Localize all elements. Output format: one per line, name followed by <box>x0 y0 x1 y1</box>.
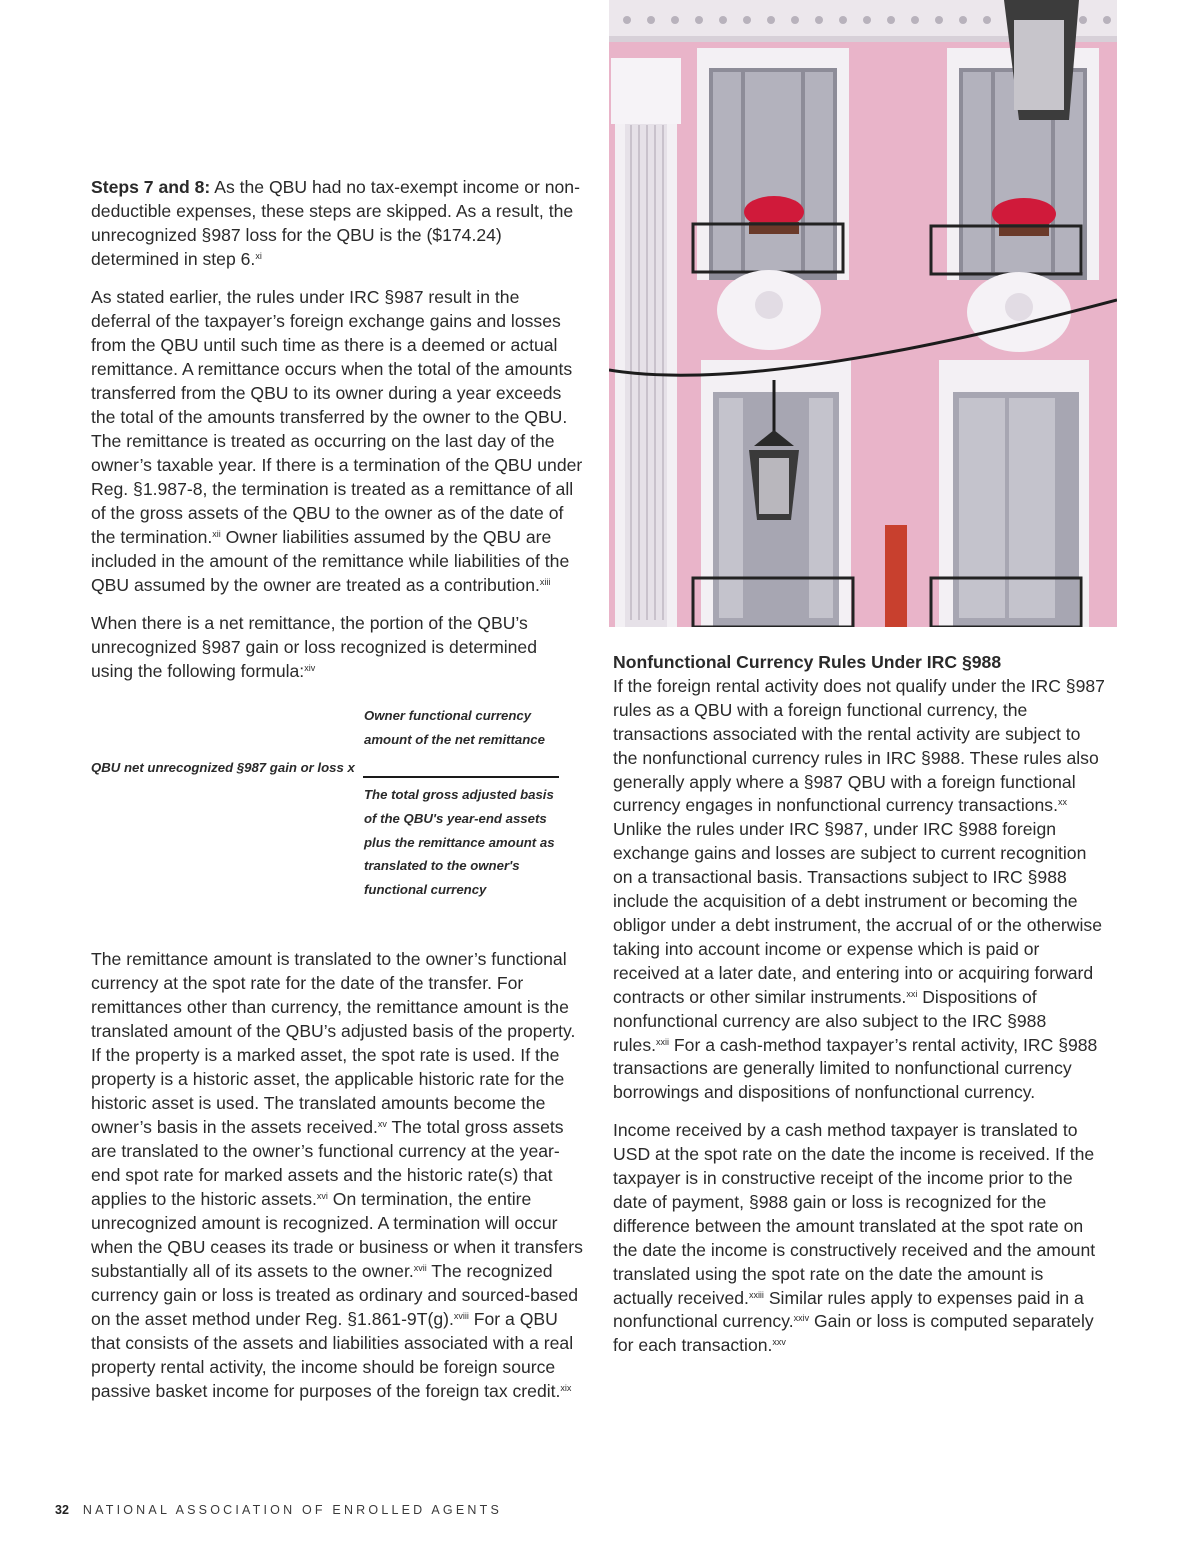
paragraph-988-rules: If the foreign rental activity does not qualify under the IRC §987 rules as a QBU with a foreign functional currency, the transactions associated with the rental activity are subject to the nonfunctional currency rules in IRC §988. These rules also generally apply where a §987 QBU with a foreign functional currency engages in nonfunctional currency transactions.$^{xx}$ Unlike the rules under IRC §987, under IRC §988 foreign exchange gains and losses are subject to current recognition on a transactional basis. Transactions subject to IRC §988 include the acquisition of a debt instrument or becoming the obligor under a debt instrument, the accrual of or the otherwise taking into account income or expense which is paid or received at a later date, and entering into or acquiring forward contracts or other similar instruments.$^{xxi}$ Dispositions of nonfunctional currency are also subject to the IRC §988 rules.$^{xxii}$ For a cash-method taxpayer’s rental activity, IRC §988 transactions are generally limited to nonfunctional currency borrowings and dispositions of nonfunctional currency. <box>613 675 1105 1103</box>
footnote-ref[interactable]: xii <box>212 529 221 539</box>
footnote-ref[interactable]: xxii <box>656 1036 670 1047</box>
facade-illustration <box>609 0 1117 627</box>
formula-denominator: The total gross adjusted basis of the QBU's year-end assets plus the remittance amount as translated to the owner's functional currency <box>364 787 555 898</box>
paragraph-net-remittance: When there is a net remittance, the portion of the QBU’s unrecognized §987 gain or loss recognized is determined using the following formula:$^{xiv}$ <box>91 613 537 681</box>
footnote-ref[interactable]: xxiv <box>793 1313 810 1324</box>
footnote-ref[interactable]: xi <box>255 251 262 261</box>
recognition-formula <box>87 697 583 919</box>
footnote-ref[interactable]: xix <box>560 1383 572 1393</box>
paragraph-steps: Steps 7 and 8: As the QBU had no tax-exempt income or non-deductible expenses, these steps are skipped. As a result, the unrecognized §987 loss for the QBU is the ($174.24) determined in step 6.$^{xi}$ <box>91 177 580 269</box>
page-number: 32 <box>55 1503 69 1517</box>
right-column <box>613 651 1105 1372</box>
page-footer <box>55 1503 502 1517</box>
footnote-ref[interactable]: xxv <box>772 1337 786 1348</box>
footnote-ref[interactable]: xvi <box>316 1191 328 1201</box>
left-column <box>91 175 583 1417</box>
steps-heading: Steps 7 and 8: <box>91 177 211 197</box>
fraction-bar <box>363 776 559 778</box>
paragraph-cash-method: Income received by a cash method taxpayer is translated to USD at the spot rate on the date the income is received. If the taxpayer is in constructive receipt of the income prior to the date of payment, §988 gain or loss is recognized for the difference between the amount translated at the spot rate on the date the income is constructively received and the amount translated using the spot rate on the date the amount is actually received.$^{xxiii}$ Similar rules apply to expenses paid in a nonfunctional currency.$^{xxiv}$ Gain or loss is computed separately for each transaction.$^{xxv}$ <box>613 1120 1096 1356</box>
building-facade-photo <box>609 0 1117 627</box>
formula-left-term: QBU net unrecognized §987 gain or loss x <box>91 760 355 775</box>
footnote-ref[interactable]: xvii <box>413 1263 427 1273</box>
paragraph-remittance: As stated earlier, the rules under IRC §987 result in the deferral of the taxpayer’s foreign exchange gains and losses from the QBU until such time as there is a deemed or actual remittance. A remittance occurs when the total of the amounts transferred from the QBU to its owner during a year exceeds the total of the amounts transferred by the owner to the QBU. The remittance is treated as occurring on the last day of the owner’s taxable year. If there is a termination of the QBU under Reg. §1.987-8, the termination is treated as a remittance of all of the gross assets of the QBU to the owner as of the date of the termination.$^{xii}$ Owner liabilities assumed by the QBU are included in the amount of the remittance while liabilities of the QBU assumed by the owner are treated as a contribution.$^{xiii}$ <box>91 287 583 595</box>
footnote-ref[interactable]: xiii <box>539 577 551 587</box>
footnote-ref[interactable]: xxi <box>906 988 918 999</box>
footnote-ref[interactable]: xxiii <box>748 1289 764 1300</box>
section-heading: Nonfunctional Currency Rules Under IRC §988 <box>613 652 1002 672</box>
publication-name: NATIONAL ASSOCIATION OF ENROLLED AGENTS <box>82 1503 502 1517</box>
footnote-ref[interactable]: xv <box>377 1119 387 1129</box>
formula-numerator: Owner functional currency amount of the net remittance <box>364 708 545 747</box>
footnote-ref[interactable]: xiv <box>304 663 316 673</box>
footnote-ref[interactable]: xx <box>1057 797 1067 808</box>
footnote-ref[interactable]: xviii <box>453 1311 469 1321</box>
paragraph-translation: The remittance amount is translated to the owner’s functional currency at the spot rate for the date of the transfer. For remittances other than currency, the remittance amount is the translated amount of the QBU’s adjusted basis of the property. If the property is a marked asset, the spot rate is used. If the property is a historic asset, the applicable historic rate for the historic asset is used. The translated amounts become the owner’s basis in the assets received.$^{xv}$ The total gross assets are translated to the owner’s functional currency at the year-end spot rate for marked assets and the historic rate(s) that applies to the historic assets.$^{xvi}$ On termination, the entire unrecognized amount is recognized. A termination will occur when the QBU ceases its trade or business or when it transfers substantially all of its assets to the owner.$^{xvii}$ The recognized currency gain or loss is treated as ordinary and sourced-based on the asset method under Reg. §1.861-9T(g).$^{xviii}$ For a QBU that consists of the assets and liabilities associated with a real property rental activity, the income should be foreign source passive basket income for purposes of the foreign tax credit.$^{xix}$ <box>91 949 583 1401</box>
